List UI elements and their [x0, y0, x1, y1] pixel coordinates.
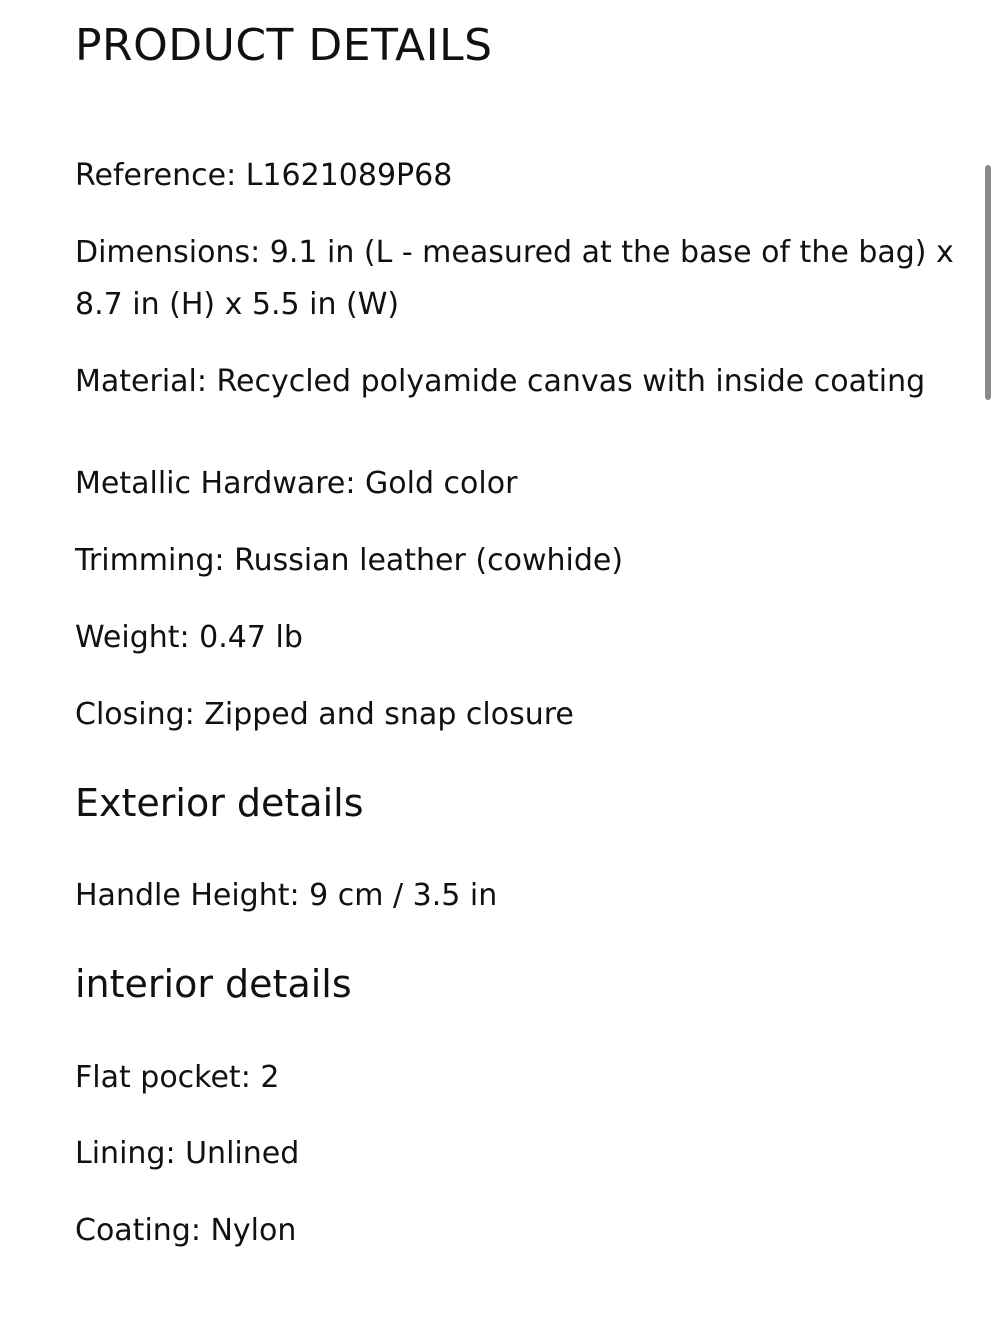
exterior-details-heading: Exterior details — [75, 781, 364, 825]
dimensions-text-line-2: 8.7 in (H) x 5.5 in (W) — [75, 287, 400, 322]
metallic-hardware-text: Metallic Hardware: Gold color — [75, 466, 518, 501]
material-text: Material: Recycled polyamide canvas with inside coating — [75, 364, 926, 399]
trimming-text: Trimming: Russian leather (cowhide) — [75, 543, 624, 578]
lining-text: Lining: Unlined — [75, 1136, 300, 1171]
reference-text: Reference: L1621089P68 — [75, 158, 453, 193]
coating-text: Coating: Nylon — [75, 1213, 297, 1248]
interior-details-heading: interior details — [75, 962, 352, 1006]
dimensions-text-line-1: Dimensions: 9.1 in (L - measured at the base of the bag) x — [75, 235, 954, 270]
page-title: PRODUCT DETAILS — [75, 20, 493, 71]
scrollbar-thumb[interactable] — [985, 165, 991, 400]
handle-height-text: Handle Height: 9 cm / 3.5 in — [75, 878, 498, 913]
flat-pocket-text: Flat pocket: 2 — [75, 1060, 280, 1095]
weight-text: Weight: 0.47 lb — [75, 620, 303, 655]
closing-text: Closing: Zipped and snap closure — [75, 697, 574, 732]
